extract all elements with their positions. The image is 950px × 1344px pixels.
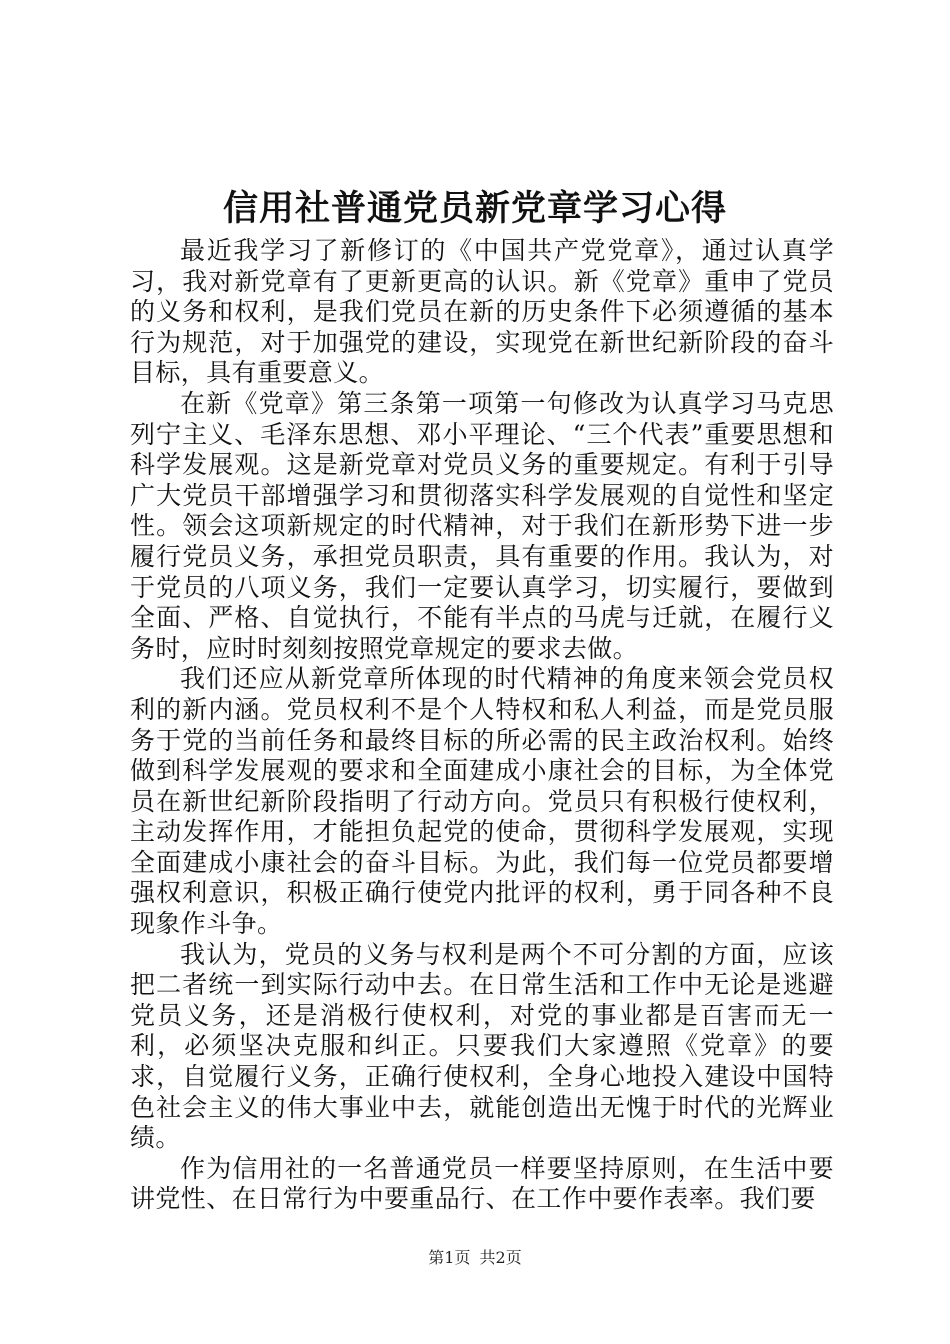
paragraph-3: 我们还应从新党章所体现的时代精神的角度来领会党员权利的新内涵。党员权利不是个人特权和私人利益，而是党员服务于党的当前任务和最终目标的所必需的民主政治权利。始终做到科学发展观的要求和全面建成小康社会的目标，为全体党员在新世纪新阶段指明了行动方向。党员只有积极行使权利，主动发挥作用，才能担负起党的使命，贯彻科学发展观，实现全面建成小康社会的奋斗目标。为此，我们每一位党员都要增强权利意识，积极正确行使党内批评的权利，勇于同各种不良现象作斗争。 xyxy=(130,664,834,939)
paragraph-5: 作为信用社的一名普通党员一样要坚持原则，在生活中要讲党性、在日常行为中要重品行、在工作中要作表率。我们要 xyxy=(130,1153,834,1214)
document-title: 信用社普通党员新党章学习心得 xyxy=(222,188,727,229)
paragraph-2: 在新《党章》第三条第一项第一句修改为认真学习马克思列宁主义、毛泽东思想、邓小平理论、“三个代表”重要思想和科学发展观。这是新党章对党员义务的重要规定。有利于引导广大党员干部增强学习和贯彻落实科学发展观的自觉性和坚定性。领会这项新规定的时代精神，对于我们在新形势下进一步履行党员义务，承担党员职责，具有重要的作用。我认为，对于党员的八项义务，我们一定要认真学习，切实履行，要做到全面、严格、自觉执行，不能有半点的马虎与迁就，在履行义务时，应时时刻刻按照党章规定的要求去做。 xyxy=(130,388,834,663)
page-footer xyxy=(0,1248,950,1268)
paragraph-4: 我认为，党员的义务与权利是两个不可分割的方面，应该把二者统一到实际行动中去。在日常生活和工作中无论是逃避党员义务，还是消极行使权利，对党的事业都是百害而无一利，必须坚决克服和纠正。只要我们大家遵照《党章》的要求，自觉履行义务，正确行使权利，全身心地投入建设中国特色社会主义的伟大事业中去，就能创造出无愧于时代的光辉业绩。 xyxy=(130,939,834,1153)
page-number-current: 第1页 xyxy=(428,1248,471,1267)
document-body xyxy=(130,236,834,1215)
page-number-total: 共2页 xyxy=(479,1248,522,1267)
paragraph-1: 最近我学习了新修订的《中国共产党党章》，通过认真学习，我对新党章有了更新更高的认识。新《党章》重申了党员的义务和权利，是我们党员在新的历史条件下必须遵循的基本行为规范，对于加强党的建设，实现党在新世纪新阶段的奋斗目标，具有重要意义。 xyxy=(130,236,834,388)
